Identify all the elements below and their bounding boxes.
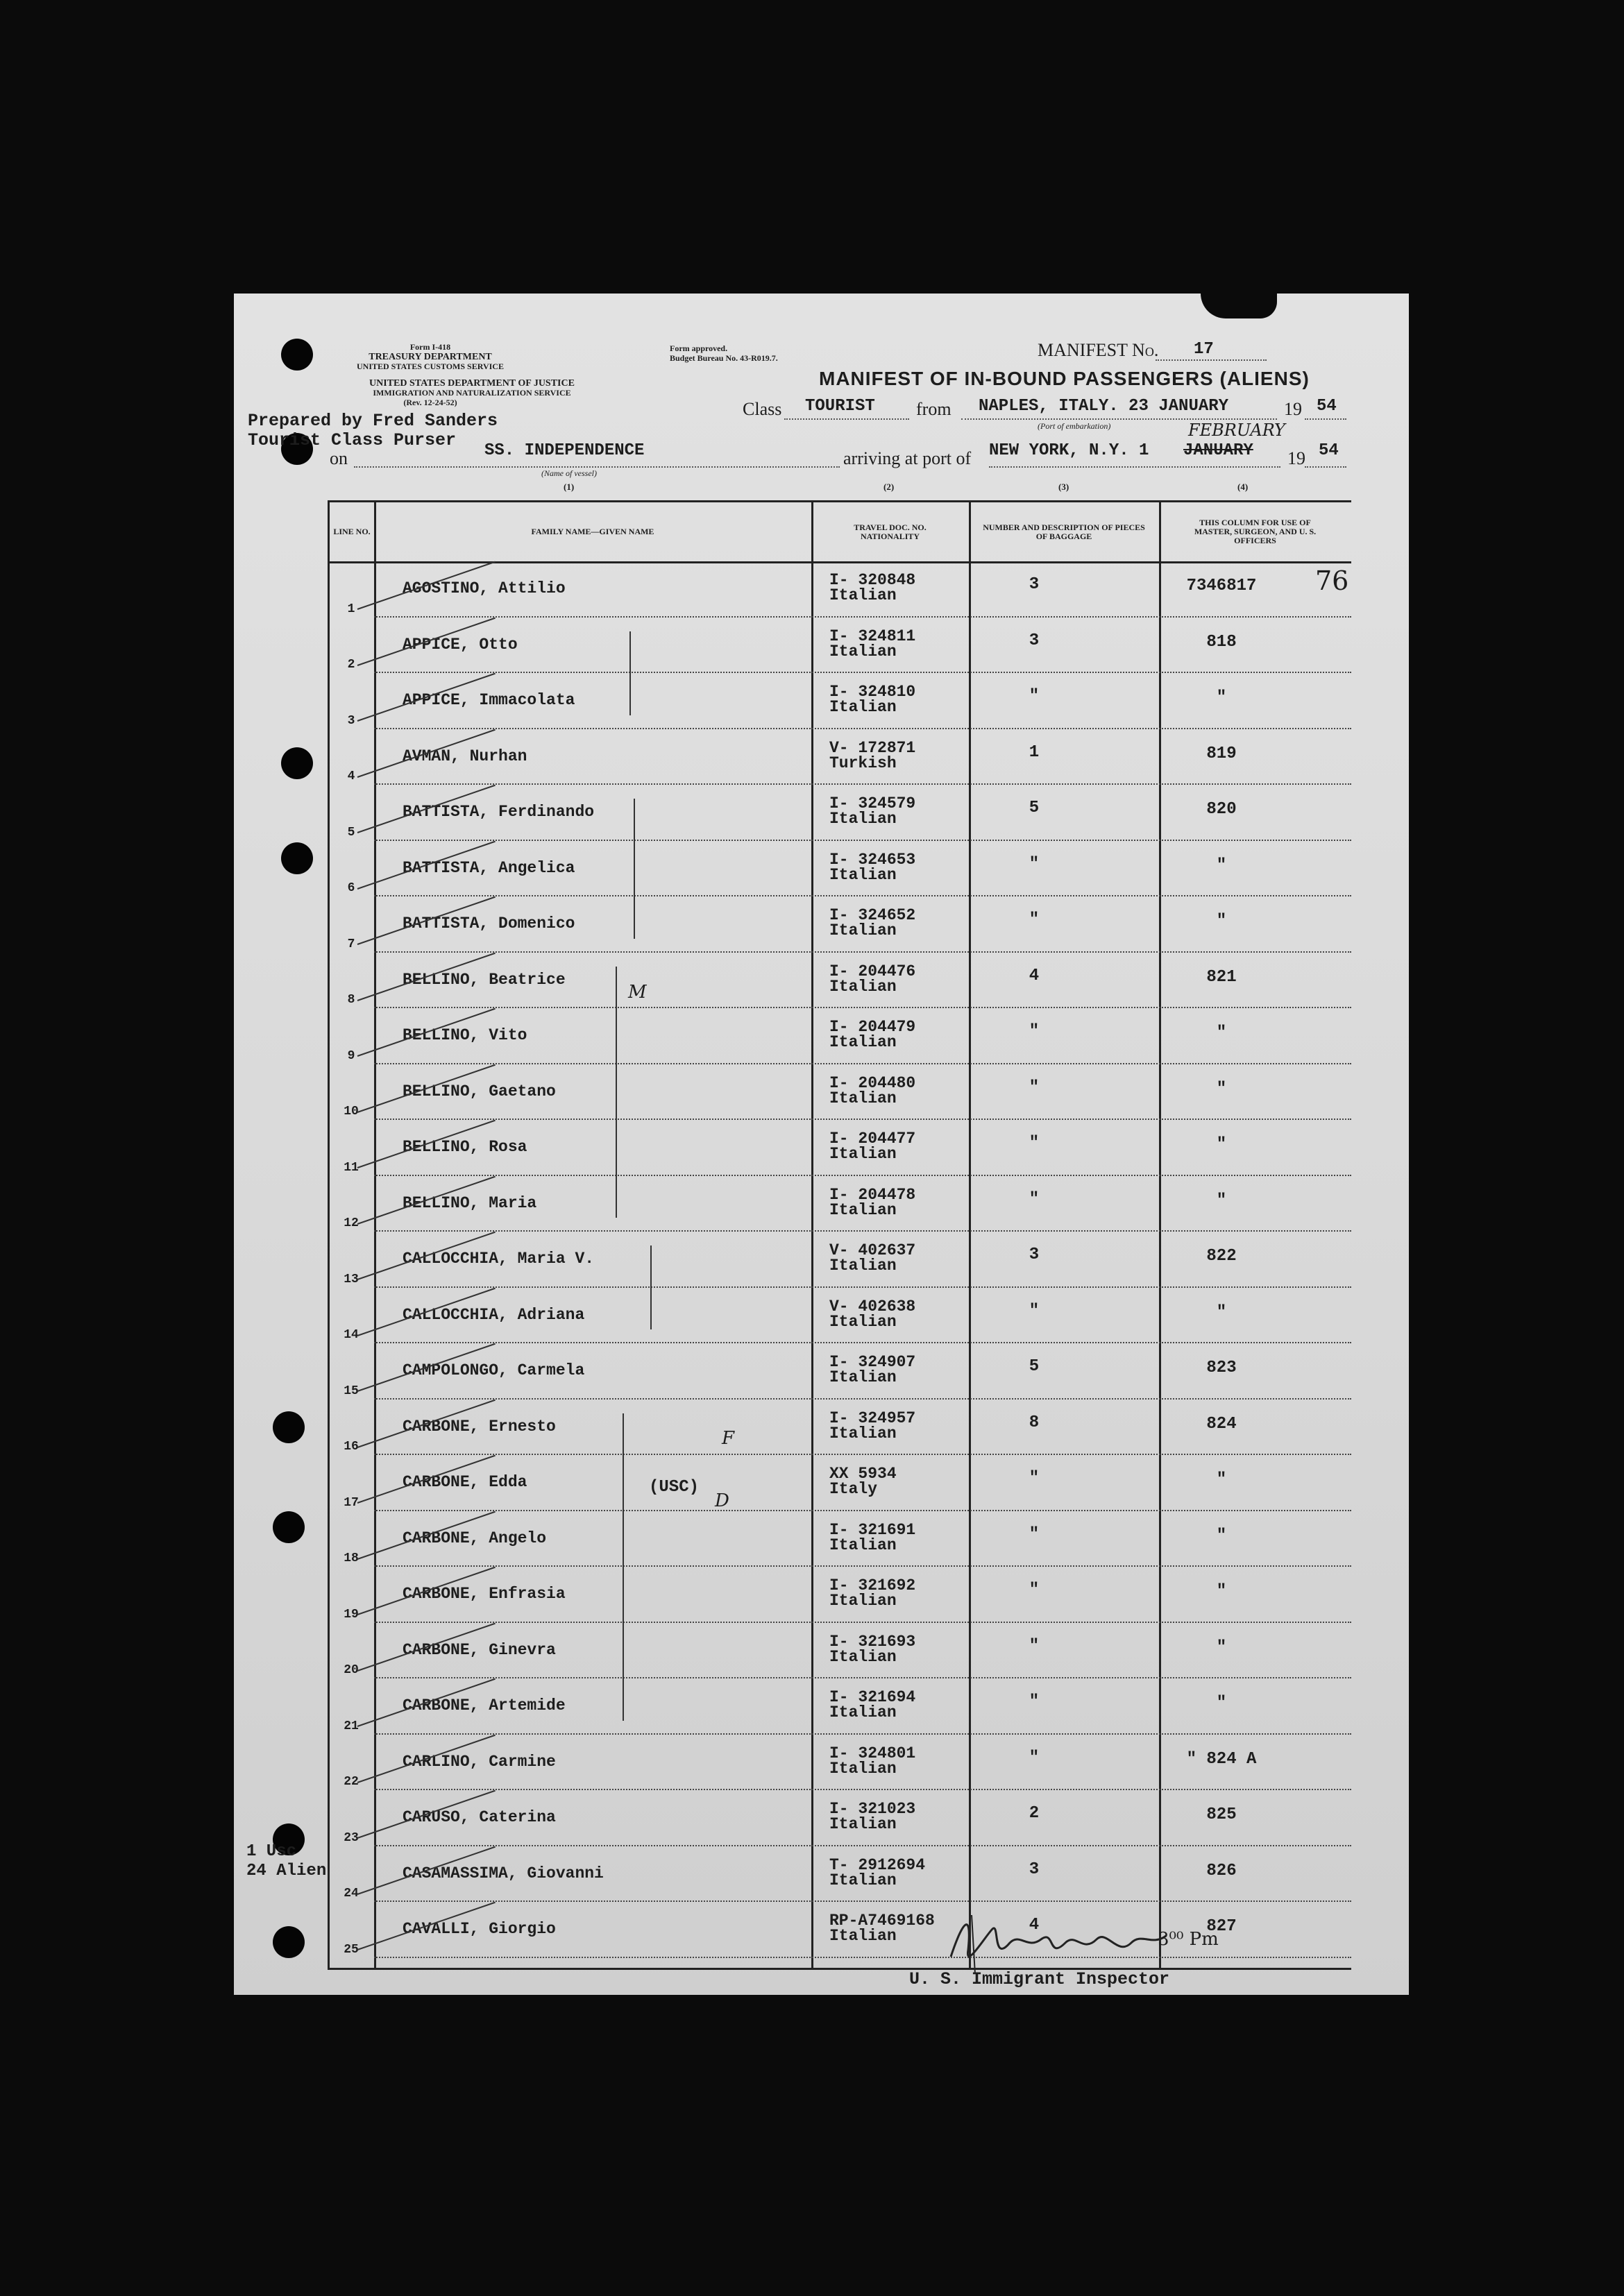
passenger-name: BELLINO, Rosa xyxy=(403,1138,527,1156)
line-number: 2 xyxy=(347,658,355,672)
nationality: Italian xyxy=(829,1536,897,1554)
col-num-1: (1) xyxy=(564,482,575,492)
table-row xyxy=(330,1288,1351,1344)
year-1: 54 xyxy=(1317,397,1337,416)
nationality: Italian xyxy=(829,1368,897,1386)
travel-doc xyxy=(829,1578,915,1608)
mark-f: F xyxy=(722,1428,735,1449)
officer-number: 821 xyxy=(1206,967,1237,987)
line-number: 18 xyxy=(344,1551,359,1565)
travel-doc xyxy=(829,740,915,771)
line-number: 13 xyxy=(344,1272,359,1286)
table-row xyxy=(330,1623,1351,1679)
baggage-count: 4 xyxy=(1029,1916,1040,1934)
line-number: 5 xyxy=(347,825,355,840)
travel-doc xyxy=(829,1634,915,1665)
doc-number: I- 320848 xyxy=(829,571,916,589)
page-number: 76 xyxy=(1315,566,1349,596)
header-travel-doc: TRAVEL DOC. NO. NATIONALITY xyxy=(854,522,927,541)
baggage-count: 5 xyxy=(1029,799,1040,817)
baggage-count: 3 xyxy=(1029,1860,1040,1879)
revision-date: (Rev. 12-24-52) xyxy=(403,398,457,407)
travel-doc xyxy=(829,1411,915,1441)
passenger-name: CARLINO, Carmine xyxy=(403,1752,556,1771)
binder-hole xyxy=(273,1411,305,1443)
mark-d: D xyxy=(715,1490,729,1511)
doc-number: I- 204476 xyxy=(829,962,916,980)
baggage-count: " xyxy=(1029,1524,1040,1544)
baggage-count: " xyxy=(1029,1692,1040,1711)
line-number: 10 xyxy=(344,1105,359,1119)
table-row xyxy=(330,953,1351,1009)
officer-number: 824 xyxy=(1206,1414,1237,1434)
baggage-count: " xyxy=(1029,910,1040,929)
table-header xyxy=(330,502,1351,563)
line-number: 11 xyxy=(344,1160,359,1175)
travel-doc xyxy=(829,1131,915,1162)
doc-number: V- 172871 xyxy=(829,738,916,757)
col-num-2: (2) xyxy=(883,482,895,492)
baggage-count: 5 xyxy=(1029,1357,1040,1376)
officer-number: " xyxy=(1216,1079,1227,1098)
line-number: 9 xyxy=(347,1048,355,1063)
travel-doc xyxy=(829,1019,915,1050)
table-row xyxy=(330,1790,1351,1846)
usc-count: 1 Usc xyxy=(246,1842,297,1861)
passenger-name: CAMPOLONGO, Carmela xyxy=(403,1361,585,1379)
line-number: 16 xyxy=(344,1440,359,1454)
passenger-name: BATTISTA, Angelica xyxy=(403,858,575,877)
travel-doc xyxy=(829,1522,915,1553)
ins-service: IMMIGRATION AND NATURALIZATION SERVICE xyxy=(373,388,571,398)
year-2: 54 xyxy=(1319,441,1339,460)
passenger-name: CARBONE, Ginevra xyxy=(403,1640,556,1659)
passenger-table xyxy=(328,500,1351,1970)
baggage-count: 3 xyxy=(1029,631,1040,650)
travel-doc xyxy=(829,908,915,938)
baggage-count: 8 xyxy=(1029,1413,1040,1432)
doc-number: I- 324810 xyxy=(829,683,916,701)
passenger-name: AGOSTINO, Attilio xyxy=(403,579,566,597)
nationality: Italian xyxy=(829,1145,897,1163)
passenger-name: CAVALLI, Giorgio xyxy=(403,1920,556,1938)
baggage-count: 3 xyxy=(1029,575,1040,594)
family-bracket xyxy=(634,799,635,939)
baggage-count: " xyxy=(1029,854,1040,874)
table-row xyxy=(330,1511,1351,1567)
officer-number: " xyxy=(1216,1638,1227,1657)
prepared-by: Prepared by Fred Sanders xyxy=(248,411,498,431)
table-row xyxy=(330,785,1351,841)
doc-number: I- 324907 xyxy=(829,1353,916,1371)
doc-number: I- 321694 xyxy=(829,1688,916,1706)
passenger-name: CARBONE, Artemide xyxy=(403,1697,566,1715)
table-row xyxy=(330,1400,1351,1456)
line-number: 22 xyxy=(344,1775,359,1789)
baggage-count: " xyxy=(1029,687,1040,706)
binder-hole xyxy=(281,339,313,371)
passenger-name: CARBONE, Ernesto xyxy=(403,1417,556,1436)
treasury-dept: TREASURY DEPARTMENT xyxy=(369,352,492,362)
officer-number: 827 xyxy=(1206,1917,1237,1936)
officer-number: 822 xyxy=(1206,1247,1237,1266)
doc-number: I- 321691 xyxy=(829,1520,916,1539)
budget-bureau: Budget Bureau No. 43-R019.7. xyxy=(670,353,778,363)
officer-number: 7346817 xyxy=(1186,577,1257,595)
line-number: 1 xyxy=(347,602,355,616)
line-number: 25 xyxy=(344,1942,359,1957)
passenger-name: BELLINO, Gaetano xyxy=(403,1082,556,1100)
table-row xyxy=(330,1343,1351,1400)
table-row xyxy=(330,729,1351,785)
usc-note: (USC) xyxy=(649,1478,700,1497)
col-num-3: (3) xyxy=(1058,482,1069,492)
table-row xyxy=(330,841,1351,897)
doc-number: I- 321692 xyxy=(829,1576,916,1595)
year-prefix-2: 19 xyxy=(1287,448,1305,468)
purser-title: Tourist Class Purser xyxy=(248,430,457,450)
doc-number: I- 204477 xyxy=(829,1130,916,1148)
header-name: FAMILY NAME—GIVEN NAME xyxy=(531,527,654,536)
nationality: Italian xyxy=(829,1927,897,1945)
travel-doc xyxy=(829,572,915,603)
doc-number: I- 204478 xyxy=(829,1185,916,1204)
nationality: Italian xyxy=(829,865,897,884)
on-label: on xyxy=(330,448,348,468)
travel-doc xyxy=(829,1746,915,1776)
baggage-count: " xyxy=(1029,1078,1040,1097)
doc-number: I- 324652 xyxy=(829,906,916,924)
line-number: 12 xyxy=(344,1216,359,1230)
arriving-label: arriving at port of xyxy=(843,448,972,468)
officer-number: " xyxy=(1216,856,1227,875)
nationality: Italian xyxy=(829,642,897,661)
nationality: Italian xyxy=(829,1871,897,1889)
officer-number: " xyxy=(1216,1470,1227,1489)
port-caption: (Port of embarkation) xyxy=(1038,421,1111,431)
family-bracket xyxy=(650,1245,652,1329)
justice-dept: UNITED STATES DEPARTMENT OF JUSTICE xyxy=(369,378,575,389)
binder-hole xyxy=(281,747,313,779)
class-label: Class xyxy=(743,399,782,419)
line-number: 21 xyxy=(344,1719,359,1733)
travel-doc xyxy=(829,852,915,883)
line-number: 14 xyxy=(344,1328,359,1342)
line-number: 4 xyxy=(347,769,355,783)
embarkation-port: NAPLES, ITALY. 23 JANUARY xyxy=(979,397,1229,416)
officer-number: 818 xyxy=(1206,632,1237,652)
travel-doc xyxy=(829,1466,897,1497)
nationality: Italian xyxy=(829,1424,897,1443)
officer-number: 819 xyxy=(1206,744,1237,763)
binder-hole xyxy=(281,842,313,874)
baggage-count: " xyxy=(1029,1581,1040,1599)
table-row xyxy=(330,1567,1351,1623)
officer-number: " xyxy=(1216,1302,1227,1322)
manifest-title: MANIFEST OF IN-BOUND PASSENGERS (ALIENS) xyxy=(819,368,1310,389)
nationality: Italian xyxy=(829,1815,897,1833)
doc-number: I- 321023 xyxy=(829,1800,916,1818)
doc-number: XX 5934 xyxy=(829,1465,897,1483)
doc-number: V- 402637 xyxy=(829,1241,916,1259)
line-number: 24 xyxy=(344,1887,359,1900)
travel-doc xyxy=(829,684,915,715)
officer-number: " xyxy=(1216,688,1227,707)
inspector-caption: U. S. Immigrant Inspector xyxy=(909,1969,1170,1989)
nationality: Italian xyxy=(829,1200,897,1219)
officer-number: " xyxy=(1216,1135,1227,1154)
officer-number: " xyxy=(1216,1694,1227,1712)
table-row xyxy=(330,673,1351,729)
line-number: 20 xyxy=(344,1663,359,1677)
passenger-name: BATTISTA, Domenico xyxy=(403,915,575,933)
doc-number: I- 321693 xyxy=(829,1632,916,1651)
doc-number: V- 402638 xyxy=(829,1297,916,1316)
line-number: 6 xyxy=(347,881,355,895)
baggage-count: 4 xyxy=(1029,966,1040,985)
manifest-number: 17 xyxy=(1194,340,1214,359)
officer-number: 820 xyxy=(1206,800,1237,819)
nationality: Italian xyxy=(829,1257,897,1275)
travel-doc xyxy=(829,964,915,994)
nationality: Italian xyxy=(829,698,897,716)
baggage-count: " xyxy=(1029,1469,1040,1488)
passenger-name: BELLINO, Maria xyxy=(403,1193,537,1212)
nationality: Italian xyxy=(829,1759,897,1778)
passenger-name: CARBONE, Angelo xyxy=(403,1529,547,1547)
class-value: TOURIST xyxy=(805,397,875,416)
doc-number: RP-A7469168 xyxy=(829,1912,935,1930)
passenger-name: CARUSO, Caterina xyxy=(403,1808,556,1826)
vessel-name: SS. INDEPENDENCE xyxy=(484,441,645,460)
nationality: Italian xyxy=(829,1312,897,1331)
line-number: 8 xyxy=(347,993,355,1007)
inspector-signature xyxy=(944,1901,1173,1978)
passenger-name: CASAMASSIMA, Giovanni xyxy=(403,1864,604,1882)
officer-number: 826 xyxy=(1206,1861,1237,1880)
line-number: 17 xyxy=(344,1495,359,1510)
alien-count: 24 Alien xyxy=(246,1862,327,1880)
header-officers: THIS COLUMN FOR USE OF MASTER, SURGEON, AND U. S. OFFICERS xyxy=(1194,518,1317,545)
travel-doc xyxy=(829,1690,915,1720)
travel-doc xyxy=(829,629,915,659)
vessel-caption: (Name of vessel) xyxy=(541,468,597,478)
arrival-month-handwritten: FEBRUARY xyxy=(1188,420,1285,440)
nationality: Turkish xyxy=(829,754,897,772)
line-number: 23 xyxy=(344,1830,359,1845)
baggage-count: " xyxy=(1029,1748,1040,1767)
travel-doc xyxy=(829,1187,915,1218)
arrival-month-struck: JANUARY xyxy=(1183,441,1253,460)
baggage-count: " xyxy=(1029,1189,1040,1209)
form-approved: Form approved. xyxy=(670,343,728,353)
baggage-count: " xyxy=(1029,1022,1040,1041)
header-line-no: LINE NO. xyxy=(333,527,371,536)
line-number: 7 xyxy=(347,937,355,951)
arrival-port: NEW YORK, N.Y. 1 xyxy=(989,441,1149,460)
travel-doc xyxy=(829,1857,925,1888)
table-row xyxy=(330,1846,1351,1903)
nationality: Italian xyxy=(829,1033,897,1051)
table-row xyxy=(330,1120,1351,1176)
table-row xyxy=(330,1232,1351,1288)
doc-number: I- 324957 xyxy=(829,1409,916,1427)
passenger-name: BELLINO, Vito xyxy=(403,1026,527,1044)
officer-number: " xyxy=(1216,1582,1227,1601)
table-row xyxy=(330,896,1351,953)
nationality: Italian xyxy=(829,921,897,939)
nationality: Italian xyxy=(829,977,897,996)
table-row xyxy=(330,1064,1351,1121)
family-bracket xyxy=(629,631,631,715)
family-bracket xyxy=(623,1413,624,1721)
signature-time: 3⁰⁰ Pm xyxy=(1158,1929,1219,1950)
baggage-count: " xyxy=(1029,1301,1040,1320)
passenger-name: BATTISTA, Ferdinando xyxy=(403,803,595,821)
torn-corner xyxy=(1201,294,1277,318)
baggage-count: 3 xyxy=(1029,1245,1040,1264)
col-num-4: (4) xyxy=(1237,482,1249,492)
doc-number: I- 204479 xyxy=(829,1018,916,1036)
table-row xyxy=(330,1735,1351,1791)
table-row xyxy=(330,1678,1351,1735)
officer-number: 823 xyxy=(1206,1359,1237,1377)
table-row xyxy=(330,561,1351,618)
travel-doc xyxy=(829,1075,915,1106)
customs-service: UNITED STATES CUSTOMS SERVICE xyxy=(357,362,504,371)
travel-doc xyxy=(829,796,915,826)
table-row xyxy=(330,618,1351,674)
manifest-label: MANIFEST No. xyxy=(1038,340,1159,360)
nationality: Italian xyxy=(829,586,897,604)
baggage-count: 1 xyxy=(1029,742,1040,762)
doc-number: I- 324579 xyxy=(829,794,916,813)
passenger-name: CARBONE, Edda xyxy=(403,1473,527,1491)
passenger-name: CARBONE, Enfrasia xyxy=(403,1585,566,1603)
nationality: Italian xyxy=(829,1592,897,1610)
officer-number: " xyxy=(1216,1191,1227,1210)
officer-number: " xyxy=(1216,1023,1227,1042)
from-label: from xyxy=(916,399,951,419)
passenger-name: APPICE, Otto xyxy=(403,635,518,654)
nationality: Italian xyxy=(829,810,897,828)
nationality: Italian xyxy=(829,1089,897,1107)
travel-doc xyxy=(829,1801,915,1832)
baggage-count: " xyxy=(1029,1134,1040,1153)
passenger-name: APPICE, Immacolata xyxy=(403,691,575,709)
binder-hole xyxy=(273,1926,305,1958)
header-baggage: NUMBER AND DESCRIPTION OF PIECES OF BAGGAGE xyxy=(983,522,1145,541)
nationality: Italian xyxy=(829,1647,897,1666)
baggage-count: " xyxy=(1029,1636,1040,1656)
form-number: Form I-418 xyxy=(409,342,451,352)
year-prefix-1: 19 xyxy=(1284,399,1302,419)
doc-number: I- 324653 xyxy=(829,850,916,869)
doc-number: I- 324811 xyxy=(829,627,916,645)
table-row xyxy=(330,1455,1351,1511)
travel-doc xyxy=(829,1299,915,1329)
line-number: 19 xyxy=(344,1607,359,1622)
officer-number: " xyxy=(1216,1526,1227,1545)
line-number: 3 xyxy=(347,713,355,728)
travel-doc xyxy=(829,1243,915,1273)
family-bracket xyxy=(616,967,617,1218)
passenger-name: CALLOCCHIA, Maria V. xyxy=(403,1250,595,1268)
line-number: 15 xyxy=(344,1384,359,1398)
binder-hole xyxy=(273,1511,305,1543)
doc-number: I- 204480 xyxy=(829,1073,916,1092)
officer-number: 825 xyxy=(1206,1805,1237,1824)
mark-m: M xyxy=(628,982,647,1003)
doc-number: T- 2912694 xyxy=(829,1855,926,1874)
table-row xyxy=(330,1008,1351,1064)
passenger-name: AVMAN, Nurhan xyxy=(403,747,527,765)
nationality: Italian xyxy=(829,1703,897,1721)
passenger-name: CALLOCCHIA, Adriana xyxy=(403,1305,585,1324)
baggage-count: 2 xyxy=(1029,1804,1040,1823)
travel-doc xyxy=(829,1354,915,1385)
officer-number: " xyxy=(1216,912,1227,930)
nationality: Italy xyxy=(829,1480,878,1498)
passenger-name: BELLINO, Beatrice xyxy=(403,970,566,989)
travel-doc xyxy=(829,1913,935,1944)
doc-number: I- 324801 xyxy=(829,1744,916,1762)
table-row xyxy=(330,1176,1351,1232)
officer-number: " 824 A xyxy=(1186,1749,1257,1769)
